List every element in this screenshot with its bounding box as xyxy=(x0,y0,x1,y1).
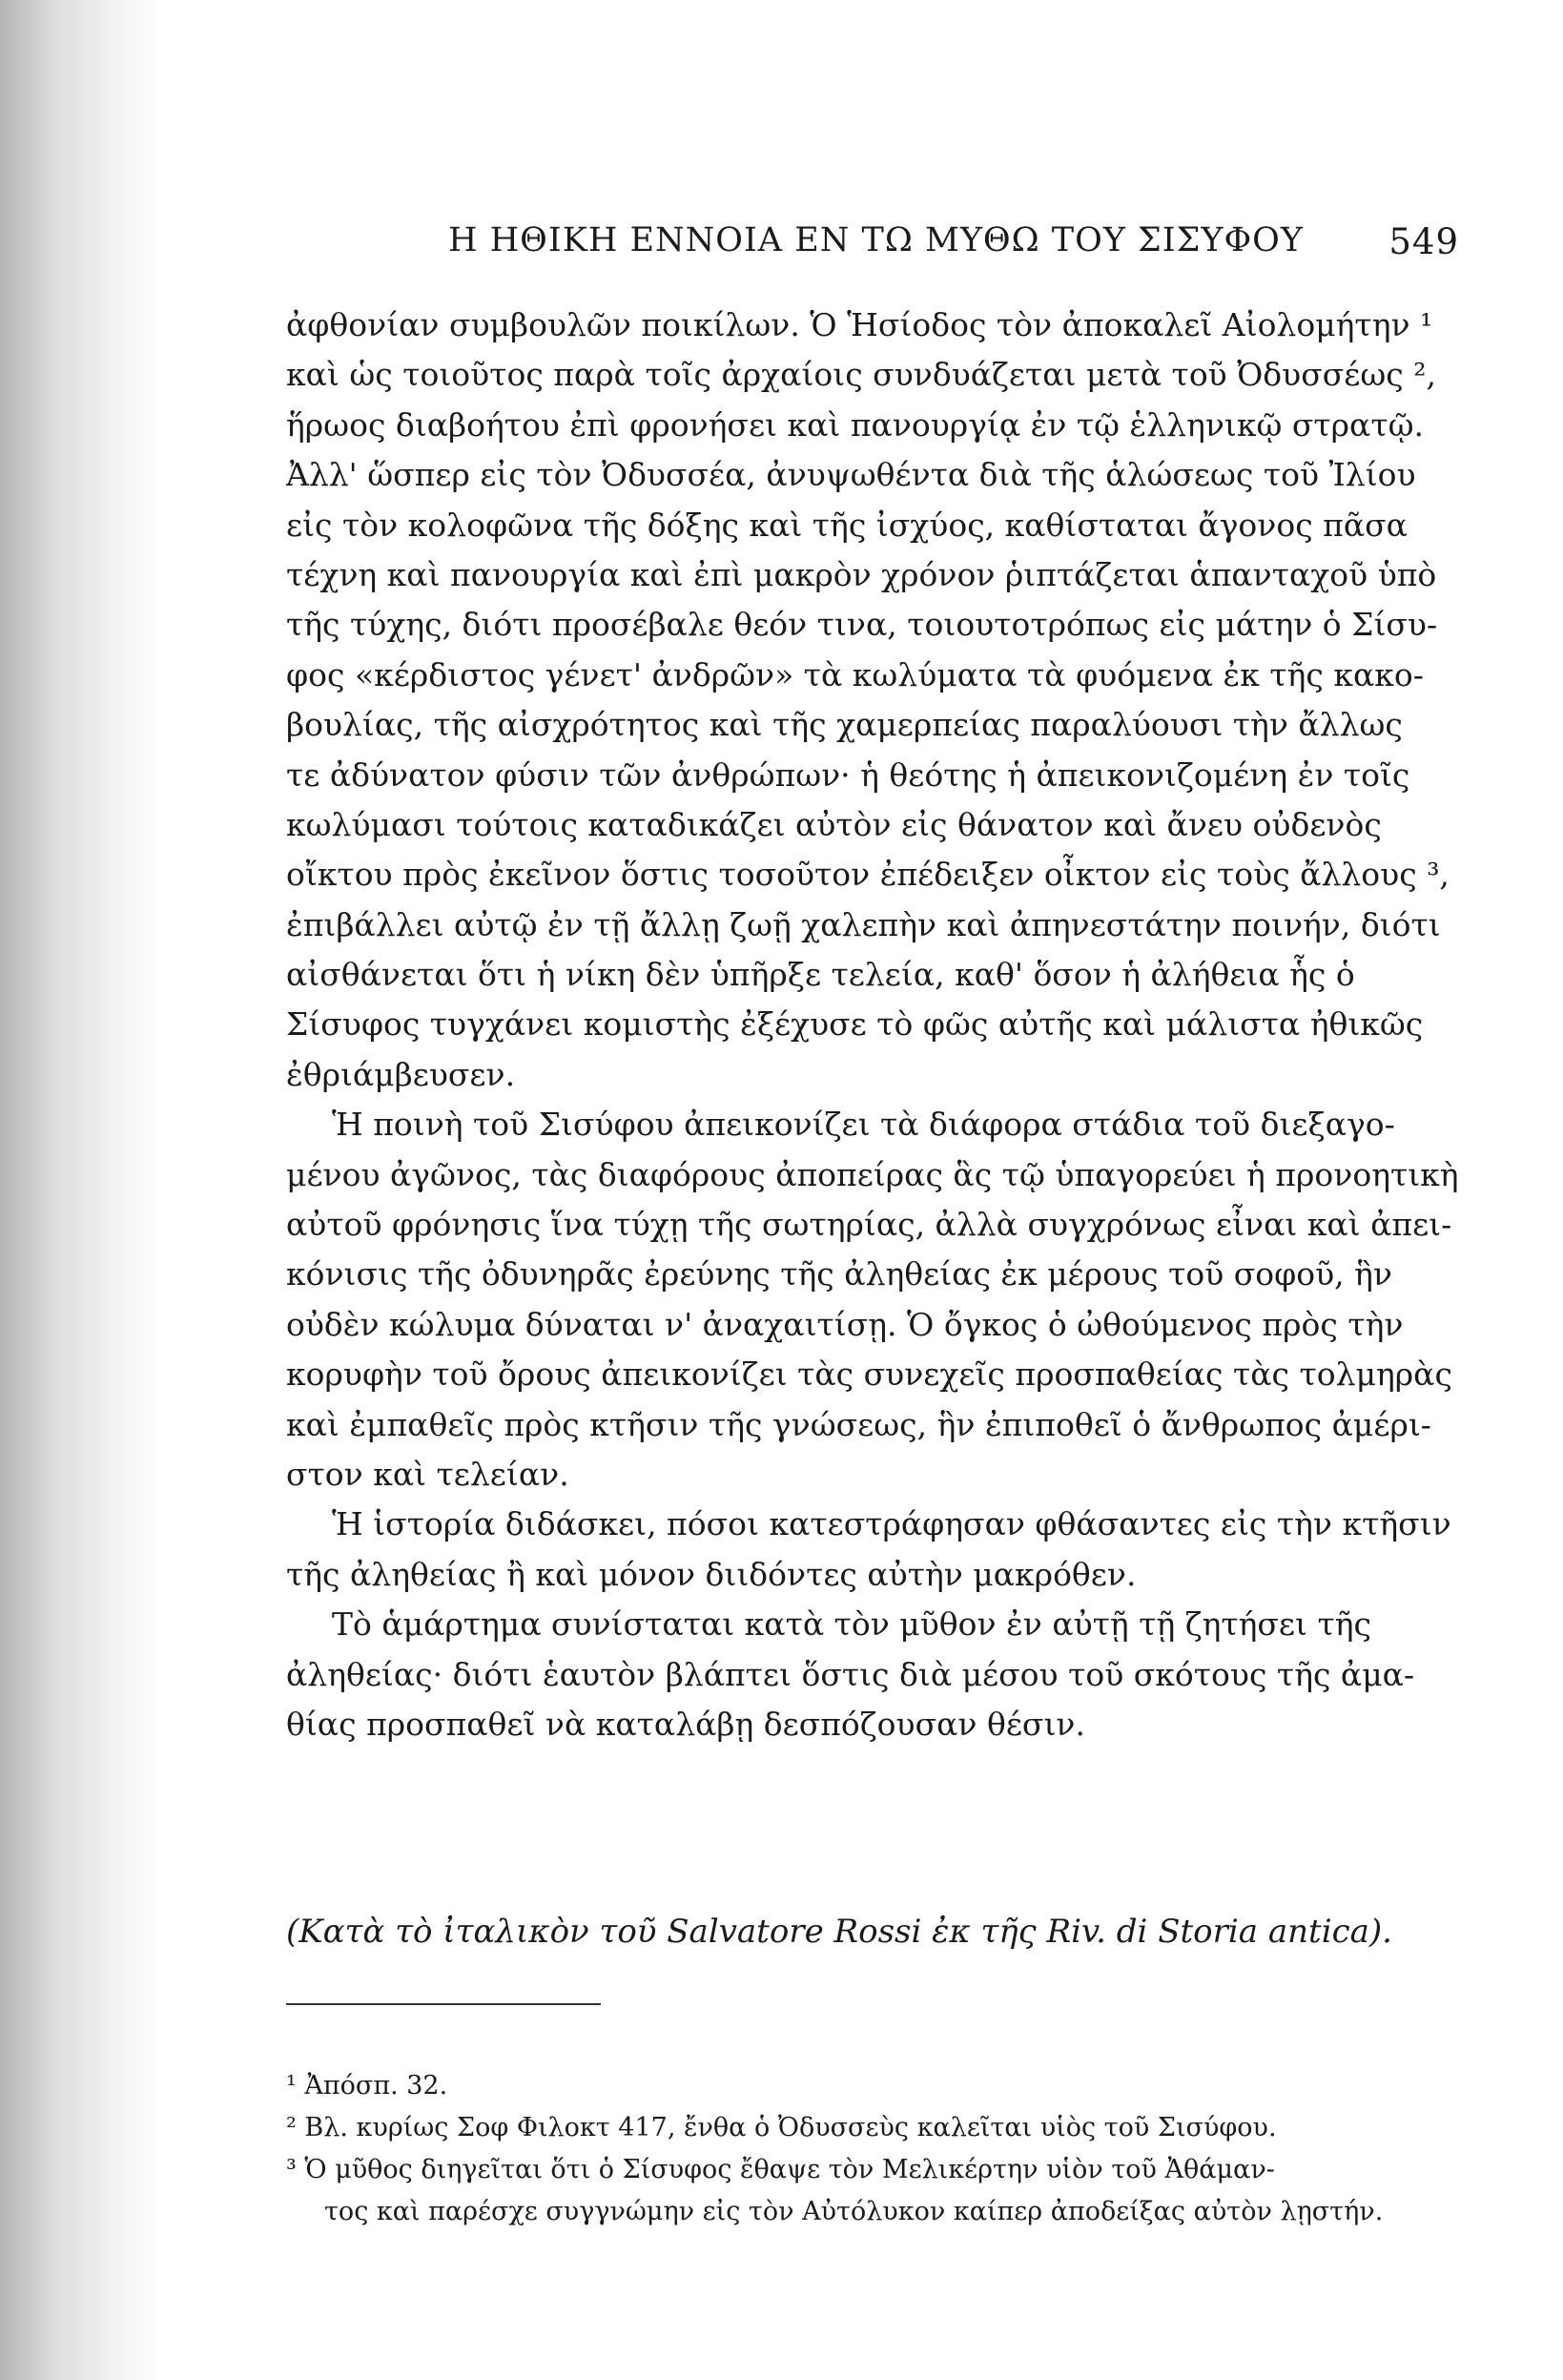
running-title: Η ΗΘΙΚΗ ΕΝΝΟΙΑ ΕΝ ΤΩ ΜΥΘΩ ΤΟΥ ΣΙΣΥΦΟΥ xyxy=(448,221,1304,259)
text-line: ἐθριάμβευσεν. xyxy=(286,1055,516,1093)
text-line: τέχνη καὶ πανουργία καὶ ἐπὶ μακρὸν χρόνον ῥιπτάζεται ἁπανταχοῦ ὑπὸ xyxy=(286,555,1437,593)
footnote-continuation: τος καὶ παρέσχε συγγνώμην εἰς τὸν Αὐτόλυκον καίπερ ἀποδείξας αὐτὸν λῃστήν. xyxy=(324,2197,1384,2226)
footnote: ¹ Ἀπόσπ. 32. xyxy=(286,2071,448,2101)
source-attribution: (Κατὰ τὸ ἰταλικὸν τοῦ Salvatore Rossi ἐκ τῆς Riv. di Storia antica). xyxy=(286,1913,1392,1951)
text-line: ἀφθονίαν συμβουλῶν ποικίλων. Ὁ Ἡσίοδος τὸν ἀποκαλεῖ Αἰολομήτην ¹ xyxy=(286,306,1433,343)
text-line: κωλύμασι τούτοις καταδικάζει αὐτὸν εἰς θάνατον καὶ ἄνευ οὐδενὸς xyxy=(286,805,1382,843)
text-line: στον καὶ τελείαν. xyxy=(286,1455,569,1493)
text-line: οἴκτου πρὸς ἐκεῖνον ὅστις τοσοῦτον ἐπέδειξεν οἶκτον εἰς τοὺς ἄλλους ³, xyxy=(286,856,1450,894)
text-line: αὐτοῦ φρόνησις ἵνα τύχῃ τῆς σωτηρίας, ἀλλὰ συγχρόνως εἶναι καὶ ἀπει- xyxy=(286,1206,1452,1244)
text-line: Σίσυφος τυγχάνει κομιστὴς ἐξέχυσε τὸ φῶς αὐτῆς καὶ μάλιστα ἠθικῶς xyxy=(286,1005,1424,1044)
running-header xyxy=(448,221,1459,279)
text-line: Ἀλλ' ὥσπερ εἰς τὸν Ὀδυσσέα, ἀνυψωθέντα διὰ τῆς ἁλώσεως τοῦ Ἰλίου xyxy=(286,456,1416,494)
text-line: ἀληθείας· διότι ἑαυτὸν βλάπτει ὅστις διὰ μέσου τοῦ σκότους τῆς ἀμα- xyxy=(286,1655,1415,1693)
text-line: τε ἀδύνατον φύσιν τῶν ἀνθρώπων· ἡ θεότης ἡ ἀπεικονιζομένη ἐν τοῖς xyxy=(286,755,1410,794)
footnote: ³ Ὁ μῦθος διηγεῖται ὅτι ὁ Σίσυφος ἔθαψε τὸν Μελικέρτην υἱὸν τοῦ Ἀθάμαν- xyxy=(286,2155,1275,2184)
text-line: ἥρωος διαβοήτου ἐπὶ φρονήσει καὶ πανουργίᾳ ἐν τῷ ἑλληνικῷ στρατῷ. xyxy=(286,405,1424,444)
text-line: καὶ ἐμπαθεῖς πρὸς κτῆσιν τῆς γνώσεως, ἣν ἐπιποθεῖ ὁ ἄνθρωπος ἀμέρι- xyxy=(286,1405,1431,1443)
document-page xyxy=(286,0,1478,2380)
text-line: τῆς τύχης, διότι προσέβαλε θεόν τινα, τοιουτοτρόπως εἰς μάτην ὁ Σίσυ- xyxy=(286,606,1438,644)
text-line: εἰς τὸν κολοφῶνα τῆς δόξης καὶ τῆς ἰσχύος, καθίσταται ἄγονος πᾶσα xyxy=(286,506,1408,544)
paragraph-start-line: Ἡ ἱστορία διδάσκει, πόσοι κατεστράφησαν φθάσαντες εἰς τὴν κτῆσιν xyxy=(332,1505,1451,1543)
footnote-rule xyxy=(286,2003,601,2005)
footnotes xyxy=(286,2065,1478,2233)
text-line: οὐδὲν κώλυμα δύναται ν' ἀναχαιτίσῃ. Ὁ ὄγκος ὁ ὠθούμενος πρὸς τὴν xyxy=(286,1305,1404,1343)
text-line: κόνισις τῆς ὀδυνηρᾶς ἐρεύνης τῆς ἀληθείας ἐκ μέρους τοῦ σοφοῦ, ἣν xyxy=(286,1255,1392,1293)
page-number: 549 xyxy=(1388,221,1459,262)
text-line: αἰσθάνεται ὅτι ἡ νίκη δὲν ὑπῆρξε τελεία, καθ' ὅσον ἡ ἀλήθεια ἧς ὁ xyxy=(286,956,1355,994)
text-line: καὶ ὡς τοιοῦτος παρὰ τοῖς ἀρχαίοις συνδυάζεται μετὰ τοῦ Ὀδυσσέως ², xyxy=(286,356,1436,394)
paragraph-start-line: Ἡ ποινὴ τοῦ Σισύφου ἀπεικονίζει τὰ διάφορα στάδια τοῦ διεξαγο- xyxy=(332,1106,1395,1144)
paragraph-start-line: Τὸ ἁμάρτημα συνίσταται κατὰ τὸν μῦθον ἐν αὐτῇ τῇ ζητήσει τῆς xyxy=(332,1605,1371,1644)
text-line: θίας προσπαθεῖ νὰ καταλάβῃ δεσπόζουσαν θέσιν. xyxy=(286,1705,1085,1743)
text-line: κορυφὴν τοῦ ὄρους ἀπεικονίζει τὰς συνεχεῖς προσπαθείας τὰς τολμηρὰς xyxy=(286,1356,1452,1394)
text-line: βουλίας, τῆς αἰσχρότητος καὶ τῆς χαμερπείας παραλύουσι τὴν ἄλλως xyxy=(286,706,1403,744)
text-line: ἐπιβάλλει αὐτῷ ἐν τῇ ἄλλῃ ζωῇ χαλεπὴν καὶ ἀπηνεστάτην ποινήν, διότι xyxy=(286,905,1441,943)
text-line: φος «κέρδιστος γένετ' ἀνδρῶν» τὰ κωλύματα τὰ φυόμενα ἐκ τῆς κακο- xyxy=(286,655,1424,693)
body-text xyxy=(286,300,1478,1749)
text-line: μένου ἀγῶνος, τὰς διαφόρους ἀποπείρας ἃς τῷ ὑπαγορεύει ἡ προνοητικὴ xyxy=(286,1155,1459,1193)
footnote: ² Βλ. κυρίως Σοφ Φιλοκτ 417, ἔνθα ὁ Ὀδυσσεὺς καλεῖται υἱὸς τοῦ Σισύφου. xyxy=(286,2113,1277,2142)
text-line: τῆς ἀληθείας ἢ καὶ μόνον διιδόντες αὐτὴν μακρόθεν. xyxy=(286,1555,1137,1593)
page-gutter-shadow xyxy=(0,0,162,2380)
